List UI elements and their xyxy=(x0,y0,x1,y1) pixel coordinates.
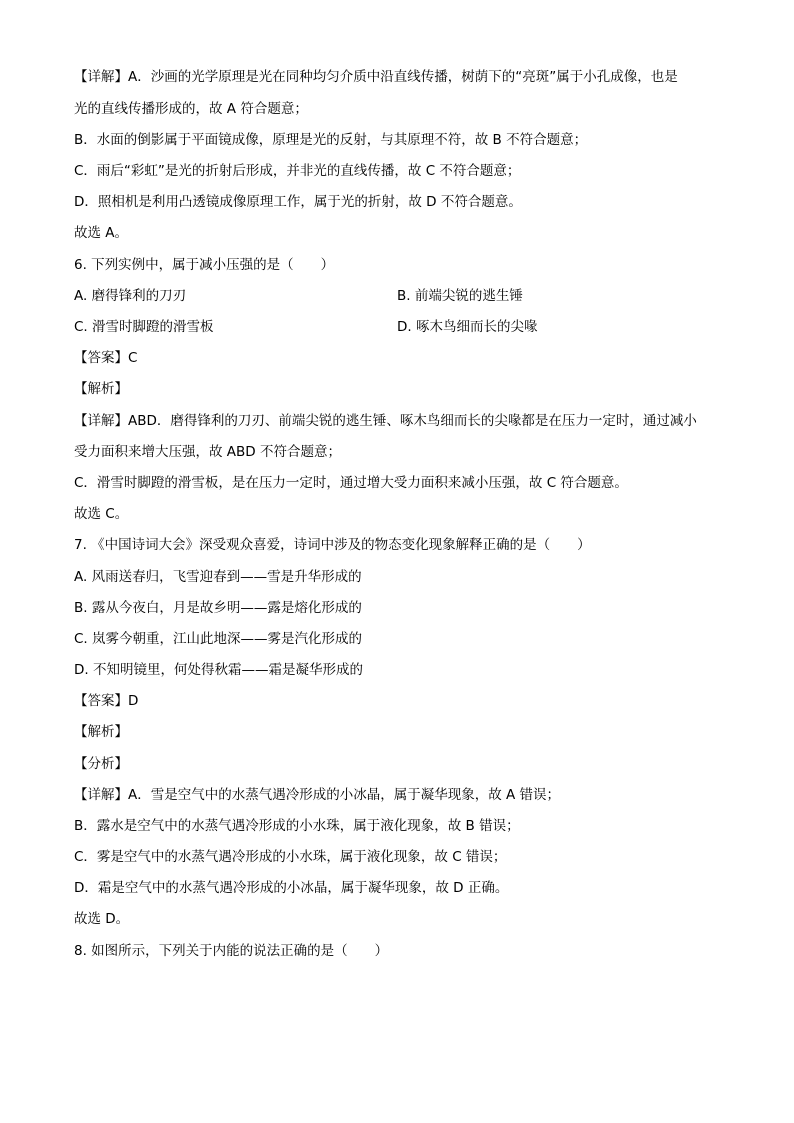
q7-option-b: B. 露从今夜白，月是故乡明——露是熔化形成的 xyxy=(74,600,362,616)
q6-option-c: C. 滑雪时脚蹬的滑雪板 xyxy=(74,319,214,335)
q6-answer: 【答案】C xyxy=(74,350,138,366)
q5-detail-line1: 【详解】A．沙画的光学原理是光在同种均匀介质中沿直线传播，树荫下的“亮斑”属于小孔成像，也是 xyxy=(74,69,678,85)
q7-answer: 【答案】D xyxy=(74,693,139,709)
q6-analysis-label: 【解析】 xyxy=(74,381,128,397)
q6-detail-c: C．滑雪时脚蹬的滑雪板，是在压力一定时，通过增大受力面积来减小压强，故 C 符合题意。 xyxy=(74,475,628,491)
q6-question: 6. 下列实例中，属于减小压强的是（ ） xyxy=(74,257,335,273)
q6-detail-line1: 【详解】ABD．磨得锋利的刀刃、前端尖锐的逃生锤、啄木鸟细而长的尖喙都是在压力一定时，通过减小 xyxy=(74,413,697,429)
q5-detail-c: C．雨后“彩虹”是光的折射后形成，并非光的直线传播，故 C 不符合题意； xyxy=(74,163,521,179)
q7-question: 7. 《中国诗词大会》深受观众喜爱，诗词中涉及的物态变化现象解释正确的是（ ） xyxy=(74,537,591,553)
q5-detail-line2: 光的直线传播形成的，故 A 符合题意； xyxy=(74,101,308,117)
q5-detail-b: B．水面的倒影属于平面镜成像，原理是光的反射，与其原理不符，故 B 不符合题意； xyxy=(74,132,588,148)
q6-option-a: A. 磨得锋利的刀刃 xyxy=(74,288,187,304)
q7-option-d: D. 不知明镜里，何处得秋霜——霜是凝华形成的 xyxy=(74,662,363,678)
q7-detail-b: B．露水是空气中的水蒸气遇冷形成的小水珠，属于液化现象，故 B 错误； xyxy=(74,818,520,834)
q6-detail-line2: 受力面积来增大压强，故 ABD 不符合题意； xyxy=(74,444,341,460)
q7-detail-a: 【详解】A．雪是空气中的水蒸气遇冷形成的小冰晶，属于凝华现象，故 A 错误； xyxy=(74,787,561,803)
q5-detail-d: D．照相机是利用凸透镜成像原理工作，属于光的折射，故 D 不符合题意。 xyxy=(74,194,522,210)
q7-detail-c: C．雾是空气中的水蒸气遇冷形成的小水珠，属于液化现象，故 C 错误； xyxy=(74,849,507,865)
q6-conclusion: 故选 C。 xyxy=(74,506,129,522)
q7-detail-d: D．霜是空气中的水蒸气遇冷形成的小冰晶，属于凝华现象，故 D 正确。 xyxy=(74,880,509,896)
q7-fenxi-label: 【分析】 xyxy=(74,756,128,772)
q7-option-c: C. 岚雾今朝重，江山此地深——雾是汽化形成的 xyxy=(74,631,363,647)
q8-question: 8. 如图所示，下列关于内能的说法正确的是（ ） xyxy=(74,943,389,959)
q7-analysis-label: 【解析】 xyxy=(74,724,128,740)
q5-conclusion: 故选 A。 xyxy=(74,225,129,241)
q7-conclusion: 故选 D。 xyxy=(74,911,130,927)
q6-option-d: D. 啄木鸟细而长的尖喙 xyxy=(397,319,538,335)
q6-option-b: B. 前端尖锐的逃生锤 xyxy=(397,288,523,304)
q7-option-a: A. 风雨送春归，飞雪迎春到——雪是升华形成的 xyxy=(74,569,362,585)
